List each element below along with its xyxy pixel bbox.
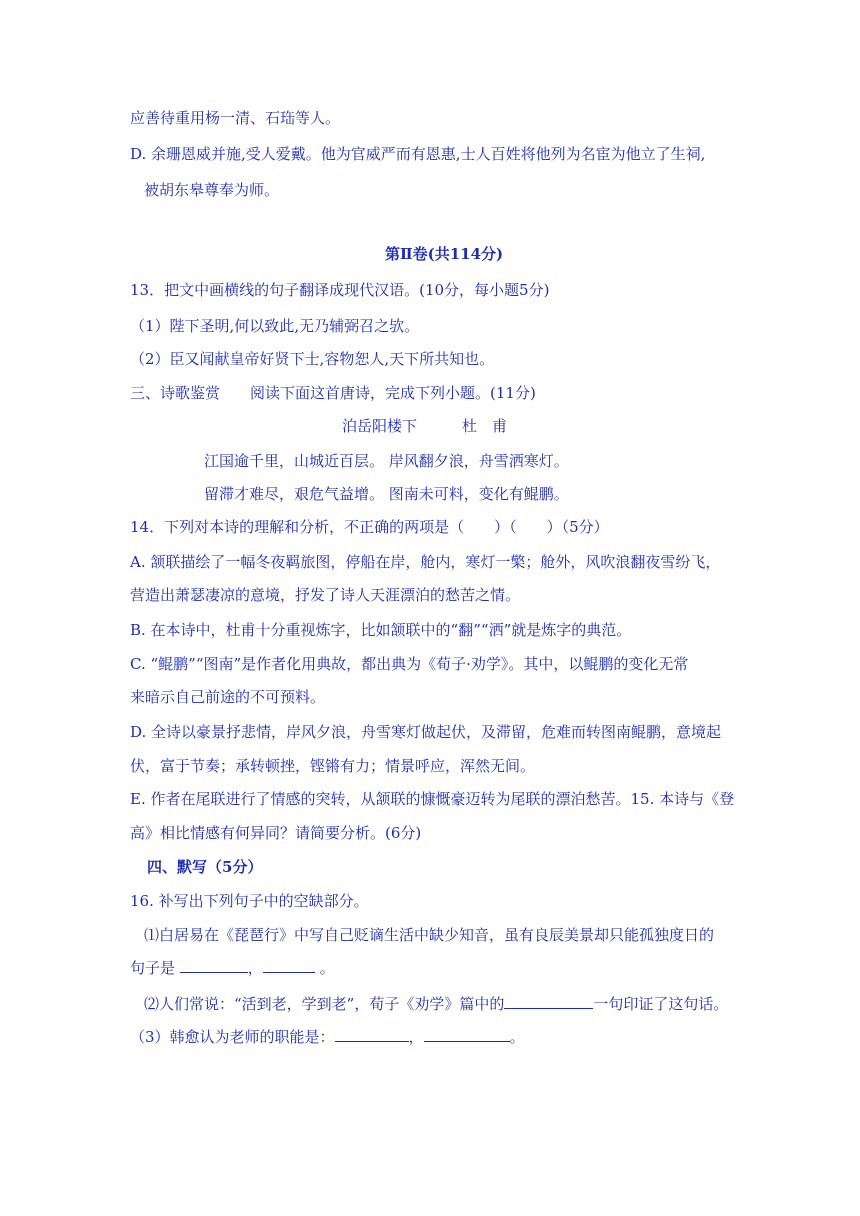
section-poetry-heading: 三、诗歌鉴赏 阅读下面这首唐诗，完成下列小题。(11分) [130, 384, 536, 402]
question-16-part-3 [130, 1027, 525, 1047]
answer-blank[interactable] [335, 1027, 409, 1042]
question-text: ⑵人们常说：“活到老，学到老”，荀子《劝学》篇中的 [144, 995, 505, 1013]
answer-blank[interactable] [424, 1027, 510, 1042]
question-13-part-1: （1）陛下圣明,何以致此,无乃辅弼召之欤。 [130, 317, 420, 335]
answer-prefix: 句子是 [130, 959, 180, 977]
option-d-line: D. 余珊恩威并施,受人爱戴。他为官威严而有恩惠,士人百姓将他列为名宦为他立了生祠, [130, 145, 706, 163]
question-16-part-1: ⑴白居易在《琵琶行》中写自己贬谪生活中缺少知音，虽有良辰美景却只能孤独度日的 [144, 926, 715, 944]
question-14: 14．下列对本诗的理解和分析，不正确的两项是（ ）（ ）（5分） [130, 518, 609, 536]
question-15-cont: 高》相比情感有何异同？请简要分析。(6分) [130, 824, 422, 842]
option-d-cont: 伏，富于节奏；承转顿挫，铿锵有力；情景呼应，浑然无间。 [130, 757, 536, 775]
question-13: 13．把文中画横线的句子翻译成现代汉语。(10分，每小题5分) [130, 281, 550, 299]
separator: ， [247, 959, 263, 977]
section-title: 第Ⅱ卷(共114分) [385, 245, 504, 263]
separator: ， [408, 1028, 424, 1046]
poem-line: 留滞才难尽，艰危气益增。 图南未可料，变化有鲲鹏。 [204, 485, 569, 503]
option-c-cont: 来暗示自己前途的不可预料。 [130, 688, 326, 706]
answer-blank[interactable] [180, 958, 248, 973]
text-line: 被胡东皋尊奉为师。 [144, 181, 280, 199]
option-d: D. 全诗以豪景抒悲情，岸风夕浪，舟雪寒灯做起伏，及滞留，危难而转图南鲲鹏，意境起 [130, 723, 722, 741]
option-c: C. “鲲鹏”“图南”是作者化用典故，都出典为《荀子·劝学》。其中，以鲲鹏的变化无常 [130, 655, 689, 673]
line-end: 。 [314, 959, 335, 977]
option-b: B. 在本诗中，杜甫十分重视炼字，比如颔联中的“翻”“洒”就是炼字的典范。 [130, 621, 632, 639]
answer-blank[interactable] [504, 994, 593, 1009]
option-a-cont: 营造出萧瑟凄凉的意境，抒发了诗人天涯漂泊的愁苦之情。 [130, 586, 521, 604]
question-16-part-1-answer-line [130, 958, 335, 978]
text-line: 应善待重用杨一清、石珤等人。 [130, 109, 341, 127]
poem-line: 江国逾千里，山城近百层。 岸风翻夕浪，舟雪洒寒灯。 [204, 452, 569, 470]
question-13-part-2: （2）臣又闻献皇帝好贤下士,容物恕人,天下所共知也。 [130, 350, 495, 368]
question-16-part-2 [144, 994, 728, 1014]
line-end: 。 [509, 1028, 525, 1046]
answer-blank[interactable] [263, 958, 315, 973]
section-dictation-heading: 四、默写（5分） [147, 858, 263, 876]
question-16: 16. 补写出下列句子中的空缺部分。 [130, 892, 369, 910]
option-a: A. 颔联描绘了一幅冬夜羁旅图，停船在岸，舱内，寒灯一檠；舱外，风吹浪翻夜雪纷飞， [130, 553, 721, 571]
option-e: E. 作者在尾联进行了情感的突转，从颔联的慷慨豪迈转为尾联的漂泊愁苦。15. 本诗与《登 [130, 790, 735, 808]
poem-title: 泊岳阳楼下 杜 甫 [342, 417, 508, 435]
question-text: （3）韩愈认为老师的职能是： [130, 1028, 335, 1046]
question-text: 一句印证了这句话。 [593, 995, 729, 1013]
